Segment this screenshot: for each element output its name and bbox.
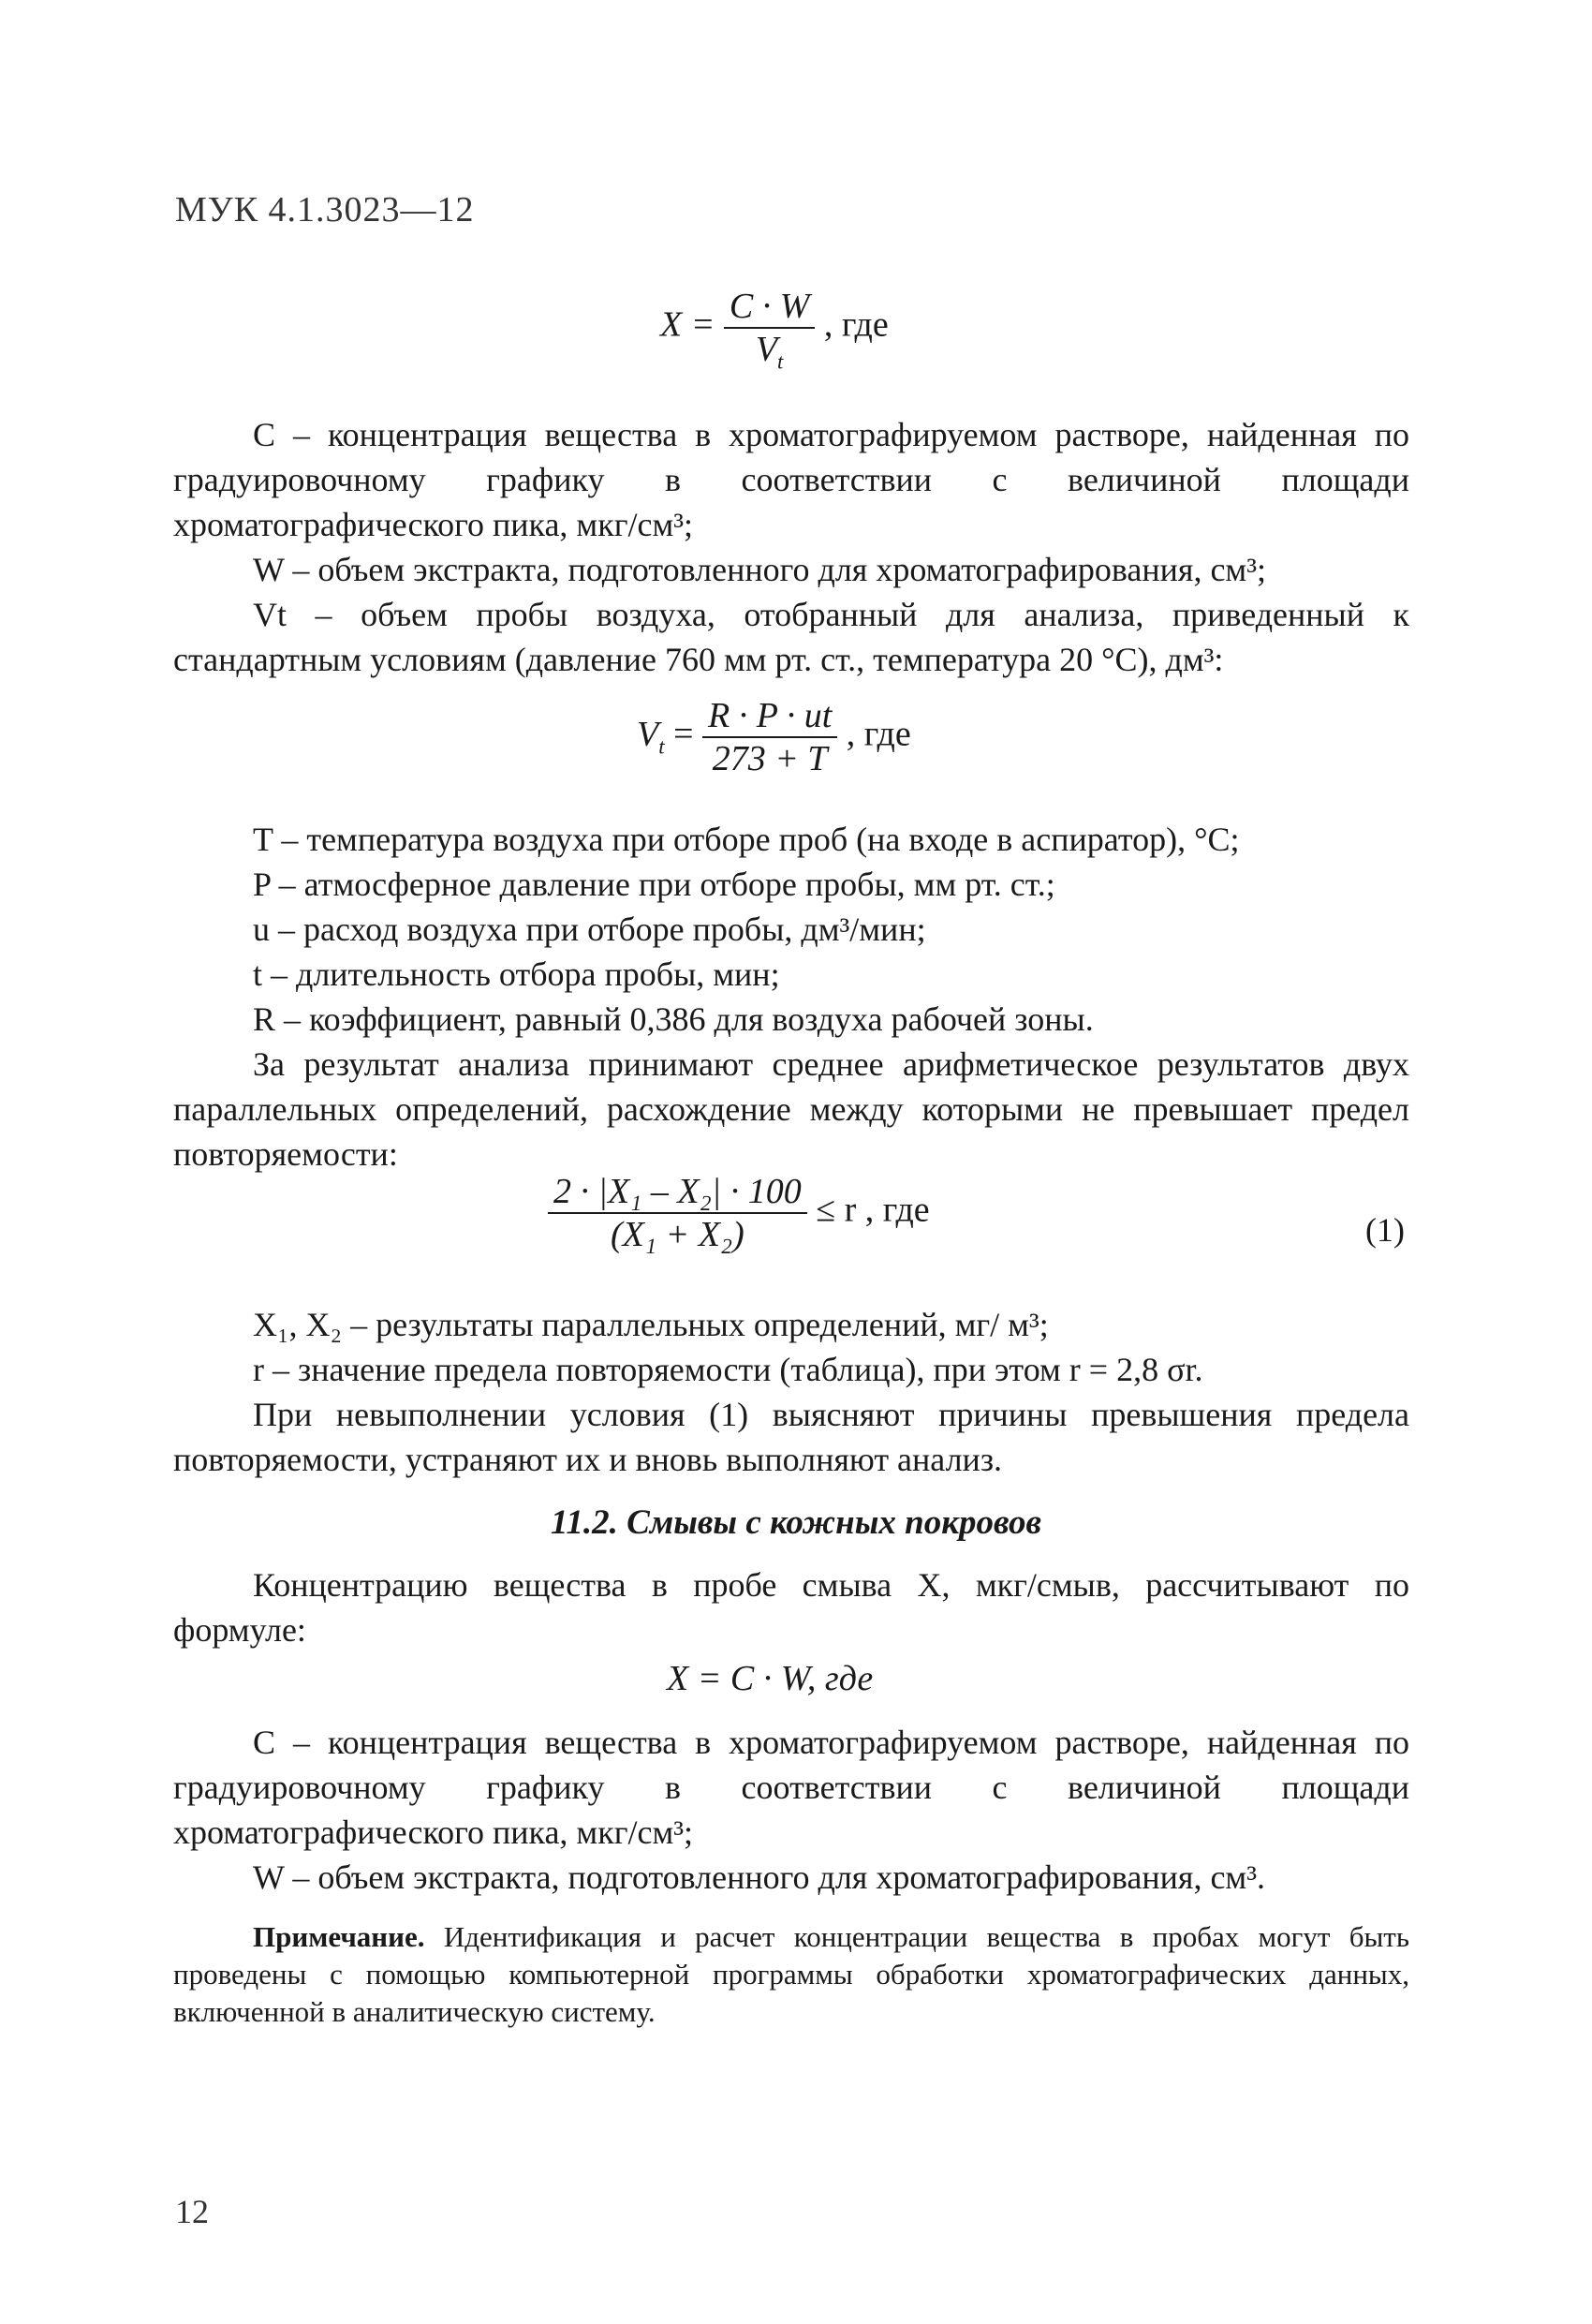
note-label: Примечание. [253,1920,425,1953]
formula-numerator: R · P · ut [702,695,837,738]
note-text: Идентификация и расчет концентрации вещества в пробах могут быть проведены с помощью компьютерной программы обработки хроматографических данных, включенной в аналитическую систему. [173,1920,1409,2028]
section-heading: 11.2. Смывы с кожных покровов [550,1503,1042,1542]
formula-denominator: (X₁ + X₂) [610,1215,744,1254]
paragraph-c-definition-2: C – концентрация вещества в хроматографируемом растворе, найденная по градуировочному графику в соответствии с величиной площади хроматографического пика, мкг/см³; [173,1724,1409,1851]
formula-denominator: $V_t$ [755,330,784,374]
paragraph-c-definition: C – концентрация вещества в хроматографируемом растворе, найденная по градуировочному графику в соответствии с величиной площади хроматографического пика, мкг/см³; [173,416,1409,543]
formula-tail: , где [846,714,911,754]
note [173,1918,1409,2031]
formula-numerator: C · W [724,286,816,329]
formula-repeatability [548,1171,930,1255]
formula-denominator: 273 + T [712,739,828,778]
equation-number: (1) [1365,1211,1405,1249]
formula-eq: = [673,714,694,754]
paragraph-result: За результат анализа принимают среднее арифметическое результатов двух параллельных определений, расхождение между которыми не превышает предел повторяемости: [173,1045,1409,1173]
formula-numerator: 2 · |X₁ – X₂| · 100 [548,1171,807,1214]
formula-fraction [548,1171,807,1255]
formula-tail: , где [823,304,889,345]
formula-volume [637,695,911,779]
formula-fraction [724,286,816,374]
definition-r-coefficient: R – коэффициент, равный 0,386 для воздуха рабочей зоны. [253,1000,1094,1038]
definition-p-pressure: P – атмосферное давление при отборе пробы, мм рт. ст.; [253,866,1055,903]
paragraph-w-definition: W – объем экстракта, подготовленного для хроматографирования, см³; [253,551,1267,588]
definition-u-flow: u – расход воздуха при отборе пробы, дм³/мин; [253,910,926,948]
definition-t-temperature: T – температура воздуха при отборе проб (на входе в аспиратор), °С; [253,821,1240,858]
formula-lhs: $V_t$ [637,714,665,759]
definition-t-duration: t – длительность отбора пробы, мин; [253,955,780,993]
formula-lhs: X = [660,304,715,345]
paragraph-w-definition-2: W – объем экстракта, подготовленного для хроматографирования, см³. [253,1858,1266,1896]
paragraph-r-definition: r – значение предела повторяемости (таблица), при этом r = 2,8 σr. [253,1351,1203,1388]
page-number: 12 [175,2193,209,2230]
paragraph-condition-failure: При невыполнении условия (1) выясняют причины превышения предела повторяемости, устраняют их и вновь выполняют анализ. [173,1396,1409,1478]
paragraph-x1-x2-definition: X₁, X₂ – результаты параллельных определений, мг/ м³; [253,1306,1049,1343]
formula-fraction [702,695,837,779]
paragraph-vt-definition: Vt – объем пробы воздуха, отобранный для анализа, приведенный к стандартным условиям (давление 760 мм рт. ст., температура 20 °С), дм³: [173,596,1409,678]
paragraph-wash-intro: Концентрацию вещества в пробе смыва X, мкг/смыв, рассчитывают по формуле: [173,1566,1409,1649]
formula-tail: ≤ r , где [816,1190,930,1230]
formula-wash: X = C · W, где [667,1659,874,1698]
formula-x-concentration [660,286,889,374]
document-header: МУК 4.1.3023—12 [175,190,475,229]
